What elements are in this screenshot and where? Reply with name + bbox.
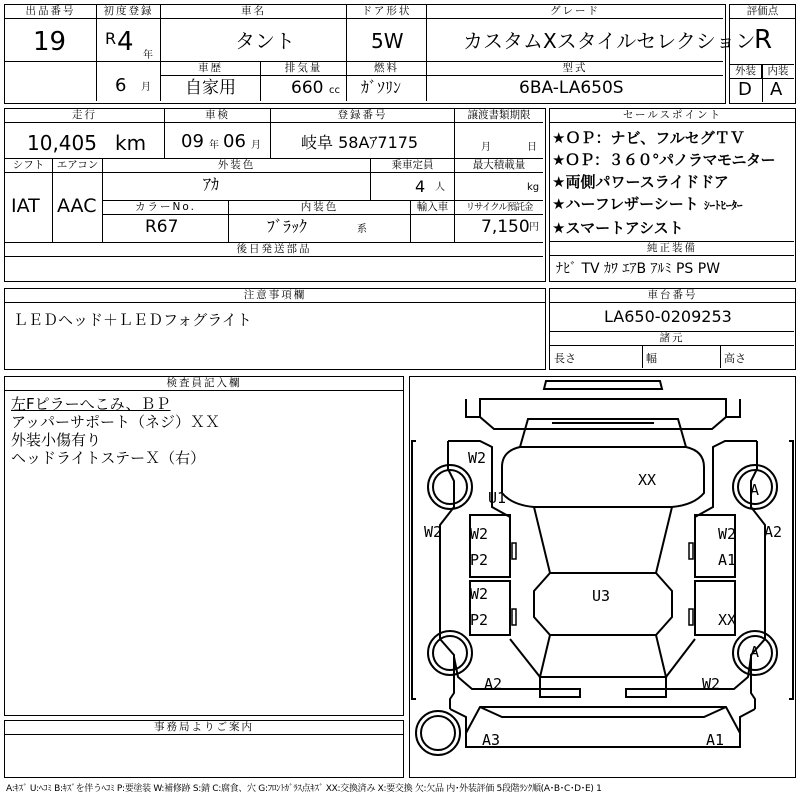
fuel-label: 燃料: [347, 62, 426, 76]
car-name: タント: [235, 29, 295, 53]
insp-month-unit: 月: [251, 140, 261, 151]
fuel: ｶﾞｿﾘﾝ: [361, 78, 402, 97]
model-label: 型式: [427, 62, 723, 76]
int-color: ﾌﾞﾗｯｸ: [267, 217, 308, 236]
notes-section: [4, 288, 546, 370]
car-diagram: [409, 376, 796, 778]
ac-cell: [53, 159, 103, 243]
dims-label: 諸元: [550, 332, 794, 346]
ext-color-cell: [103, 159, 371, 201]
reg-no-cell: [271, 109, 455, 159]
door-cell: [347, 5, 427, 62]
shift: IAT: [11, 195, 40, 217]
model: 6BA-LA650S: [519, 78, 624, 98]
displacement: 660: [291, 78, 324, 98]
mark-front-left-door-b: P2: [470, 551, 489, 569]
capacity: 4: [415, 177, 426, 196]
inspector-section: [4, 376, 404, 716]
inspector-line: 外装小傷有り: [11, 431, 102, 449]
mileage: 10,405: [27, 131, 97, 155]
door-type: 5W: [371, 29, 404, 53]
mark-rear-right-door: XX: [718, 611, 737, 629]
car-outline-diagram: [410, 377, 795, 777]
mark-front-left-door-a: W2: [470, 525, 489, 543]
mark-right-mirror: A2: [764, 523, 783, 541]
door-label: ドア形状: [347, 5, 426, 19]
fuel-cell: [347, 62, 427, 101]
width-label: 幅: [646, 352, 657, 365]
mark-rear-bumper-left: A3: [482, 731, 501, 749]
office-label: 事務局よりご案内: [5, 721, 403, 735]
displacement-cell: [261, 62, 347, 101]
int-eval: A: [770, 79, 783, 100]
recycle-unit: 円: [529, 222, 539, 233]
office-section: [4, 720, 404, 778]
ext-eval-label: 外装: [730, 65, 762, 79]
mark-rear-bumper-right: A1: [706, 731, 725, 749]
km-unit: km: [115, 131, 147, 155]
chassis-label: 車台番号: [550, 289, 795, 303]
mark-rear-left-door-b: P2: [470, 611, 489, 629]
sales-point-item: ★ＯＰ：３６０°パノラマモニター: [552, 151, 775, 169]
mark-front-right-door-b: A1: [718, 551, 737, 569]
ac: AAC: [57, 195, 97, 217]
vehicle-info-section: [4, 108, 546, 282]
notes-label: 注意事項欄: [5, 289, 545, 303]
reg-year-unit: 年: [143, 50, 153, 61]
chassis-section: [549, 288, 796, 370]
reg-month-unit: 月: [141, 82, 151, 93]
color-no-cell: [103, 201, 229, 243]
mark-front-left-fender: W2: [468, 449, 487, 467]
sales-point-item: ★両側パワースライドドア: [552, 173, 729, 191]
later-parts-cell: [5, 243, 543, 279]
reg-era: R: [105, 29, 117, 48]
mark-rear-right-quarter: W2: [702, 675, 721, 693]
inspector-line: アッパーサポート（ネジ）ＸＸ: [11, 413, 220, 431]
notes-text: ＬＥＤヘッド＋ＬＥＤフォグライト: [13, 311, 252, 329]
reg-month: 6: [115, 75, 127, 96]
max-load-cell: [455, 159, 543, 201]
int-color-cell: [229, 201, 411, 243]
history-label: 車歴: [161, 62, 260, 76]
ext-eval: D: [738, 79, 752, 100]
mark-hood: XX: [638, 471, 657, 489]
max-load-unit: kg: [527, 182, 540, 193]
mileage-cell: [5, 109, 165, 159]
length-label: 長さ: [554, 352, 576, 365]
car-name-label: 車名: [161, 5, 346, 19]
int-eval-label: 内装: [762, 65, 794, 79]
inspection-cell: [165, 109, 271, 159]
import-label: 輸入車: [411, 201, 454, 215]
sales-point-item: ★スマートアシスト: [552, 219, 684, 237]
mark-front-left-tire: U1: [488, 489, 507, 507]
reg-year: 4: [117, 27, 134, 57]
color-no: R67: [145, 217, 179, 237]
inspector-line: ヘッドライトステーＸ（右）: [11, 449, 206, 467]
ext-color: ｱｶ: [203, 175, 220, 194]
mark-left-mirror: W2: [424, 523, 443, 541]
grade-label: グレード: [427, 5, 723, 19]
score-label: 評価点: [730, 5, 795, 19]
insp-month: 06: [223, 131, 246, 152]
transfer-day-unit: 日: [527, 142, 537, 153]
legend-footer: A:ｷｽﾞ U:ﾍｺﾐ B:ｷｽﾞを伴うﾍｺﾐ P:要塗装 W:補修跡 S:錆 C:腐食、穴 G:ﾌﾛﾝﾄｶﾞﾗｽ点ｷｽﾞ XX:交換済み X:要交換 欠:欠品 内･外装評価 5段階ﾗﾝｸ順(A･B･C･D･E) 1: [6, 784, 602, 794]
recycle: 7,150: [481, 217, 530, 237]
insp-year: 09: [181, 131, 204, 152]
score-section: [729, 4, 796, 104]
sales-point-item: [552, 193, 792, 217]
color-no-label: カラーNo.: [103, 201, 228, 215]
inspector-line: 左Fピラーへこみ、ＢＰ: [11, 395, 171, 413]
first-reg-label: 初度登録: [97, 5, 160, 19]
recycle-label: リサイクル預託金: [455, 201, 543, 215]
int-color-label: 内装色: [229, 201, 410, 215]
mark-front-right-tire: A: [750, 481, 760, 499]
lot-cell: [5, 5, 97, 101]
mark-rear-left-door-a: W2: [470, 585, 489, 603]
score: R: [754, 25, 773, 55]
shift-label: シフト: [5, 159, 52, 173]
grade: カスタムXスタイルセレクション: [463, 29, 756, 53]
grade-cell: [427, 5, 756, 62]
equipment: ﾅﾋﾞ TV ｶﾜ ｴｱB ｱﾙﾐ PS PW: [556, 261, 721, 277]
mark-rear-right-tire: A: [750, 643, 760, 661]
mark-rear-left-quarter: A2: [484, 675, 503, 693]
lot-number: 19: [33, 27, 67, 57]
model-cell: [427, 62, 723, 101]
inspector-label: 検査員記入欄: [5, 377, 403, 391]
cc-unit: cc: [329, 85, 340, 96]
height-label: 高さ: [724, 352, 746, 365]
capacity-label: 乗車定員: [371, 159, 454, 173]
max-load-label: 最大積載量: [455, 159, 543, 173]
first-reg-cell: [97, 5, 161, 101]
capacity-cell: [371, 159, 455, 201]
ac-label: エアコン: [53, 159, 102, 173]
lot-label: 出品番号: [5, 5, 96, 19]
mileage-label: 走行: [5, 109, 164, 123]
later-parts-label: 後日発送部品: [5, 243, 543, 257]
reg-no-label: 登録番号: [271, 109, 454, 123]
sales-point-text: ★ハーフレザーシート: [552, 195, 699, 213]
import-cell: [411, 201, 455, 243]
car-name-cell: [161, 5, 347, 62]
chassis-number: LA650-0209253: [604, 307, 732, 326]
shift-cell: [5, 159, 53, 243]
recycle-cell: [455, 201, 543, 243]
mark-roof: U3: [592, 587, 611, 605]
history-cell: [161, 62, 261, 101]
insp-year-unit: 年: [209, 140, 219, 151]
sales-point-extra: ｼｰﾄﾋｰﾀｰ: [704, 199, 743, 212]
sales-point-item: ★ＯＰ：ナビ、フルセグＴＶ: [552, 129, 745, 147]
sales-points-section: [549, 108, 796, 282]
transfer-cell: [455, 109, 543, 159]
ext-color-label: 外装色: [103, 159, 370, 173]
int-color-unit: 系: [357, 224, 367, 235]
transfer-month-unit: 月: [481, 142, 491, 153]
reg-no: 岐阜 58Aｱ7175: [301, 133, 419, 152]
inspection-label: 車検: [165, 109, 270, 123]
equipment-label: 純正装備: [550, 242, 794, 256]
transfer-label: 譲渡書類期限: [455, 109, 543, 123]
history: 自家用: [185, 78, 236, 98]
capacity-unit: 人: [435, 182, 445, 193]
sales-points-label: セールスポイント: [550, 109, 795, 123]
displacement-label: 排気量: [261, 62, 346, 76]
mark-front-right-door-a: W2: [718, 525, 737, 543]
